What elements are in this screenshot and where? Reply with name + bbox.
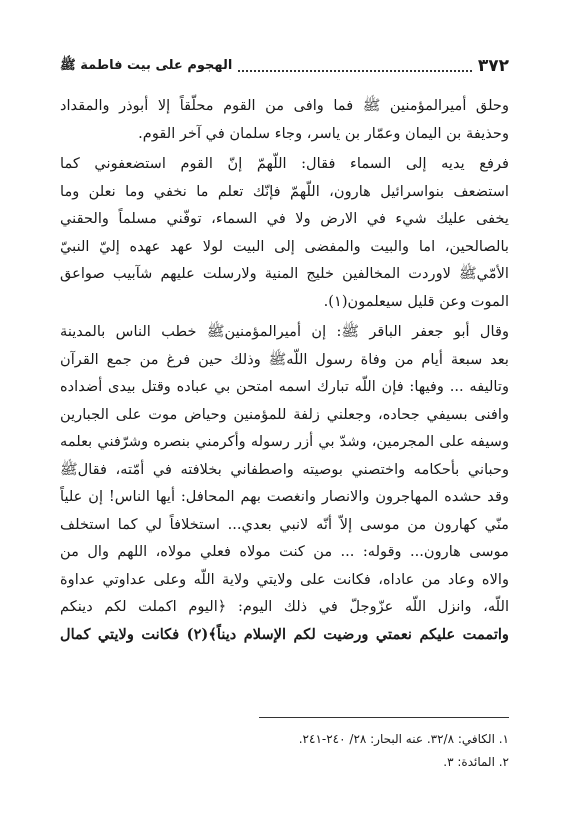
footnote-2: ٢. المائدة: ٣. — [443, 755, 509, 769]
paragraph-3 — [60, 318, 509, 648]
text-line-quran-quote: واتممت عليكم نعمتي ورضيت لكم الإسلام ديناً﴾(٢) فكانت ولايتي كمال — [60, 625, 509, 643]
text-line: استضعف بنواسرائيل هارون، اللّهمّ فإنّك تعلم ما نخفي وما نعلن وما — [60, 182, 509, 200]
footnote-1: ١. الكافي: ٣٢/٨. عنه البحار: ٢٨/ ٢٤٠-٢٤١. — [298, 732, 509, 746]
text-line: وتاليفه ... وفيها: فإن اللّه تبارك اسمه امتحن بي عباده وقتل بيدى أضداده — [60, 378, 509, 395]
text-line: بالصالحين، اما والبيت والمفضى إلى البيت لولا عهد عهده إليّ النبيّ — [60, 237, 509, 255]
paragraph-1 — [60, 92, 509, 147]
header-dotted-leader — [238, 70, 472, 72]
text-line: يخفى عليك شيء في الارض ولا في السماء، توفّني مسلماً والحقني — [60, 210, 509, 227]
text-line: الموت وعن قليل سيعلمون(١). — [323, 292, 509, 310]
footnotes — [60, 728, 509, 774]
page-header — [60, 54, 509, 76]
text-line: والاه وعاد من عاداه، فكانت على ولايتي ولاية اللّه وعلى عداوتي عداوة — [60, 570, 509, 588]
text-line: وقد حشده المهاجرون والانصار وانغصت بهم المحافل: أيها الناس! إن علياً — [60, 488, 509, 505]
text-line: اللّه، وانزل اللّه عزّوجلّ في ذلك اليوم: ﴿اليوم اكملت لكم دينكم — [60, 598, 509, 615]
main-text — [60, 92, 509, 648]
text-line: وحلق أميرالمؤمنين ﷺ فما وافى من القوم محلّقاً إلا أبوذر والمقداد — [60, 97, 509, 114]
text-line: وسيفه على المجرمين، وشدّ بي أزر رسوله وأكرمني بنصره وشرّفني بعلمه — [60, 433, 509, 450]
text-line: فرفع يديه إلى السماء فقال: اللّهمّ إنّ القوم استضعفوني كما — [60, 155, 509, 172]
text-line: الأمّيﷺ لاوردت المخالفين خليج المنية ولارسلت عليهم شآبيب صواعق — [60, 265, 509, 282]
text-line: موسى هارون... وقوله: ... من كنت مولاه فعلي مولاه، اللهم وال من — [60, 543, 509, 560]
text-line: وقال أبو جعفر الباقر ﷺ: إن أميرالمؤمنينﷺ خطب الناس بالمدينة — [60, 323, 509, 340]
text-line: بعد سبعة أيام من وفاة رسول اللّهﷺ وذلك حين فرغ من جمع القرآن — [60, 350, 509, 368]
footnote-separator — [259, 717, 509, 718]
text-line: وافنى بسيفي جحاده، وجعلني زلفة للمؤمنين وحياض موت على الجبارين — [60, 405, 509, 423]
running-title: الهجوم على بيت فاطمة ﷺ — [60, 58, 233, 73]
page-number: ٣٧٢ — [477, 56, 509, 76]
text-line: وحباني بأحكامه واختصني بوصيته واصطفاني بخلافته في أمّته، فقالﷺ — [60, 460, 509, 478]
text-line: منّي كهارون من موسى إلاّ أنّه لانبي بعدي... استخلافاً لي كما استخلف — [60, 515, 509, 533]
paragraph-2 — [60, 150, 509, 315]
text-line: وحذيفة بن اليمان وعمّار بن ياسر، وجاء سلمان في آخر القوم. — [138, 124, 509, 142]
